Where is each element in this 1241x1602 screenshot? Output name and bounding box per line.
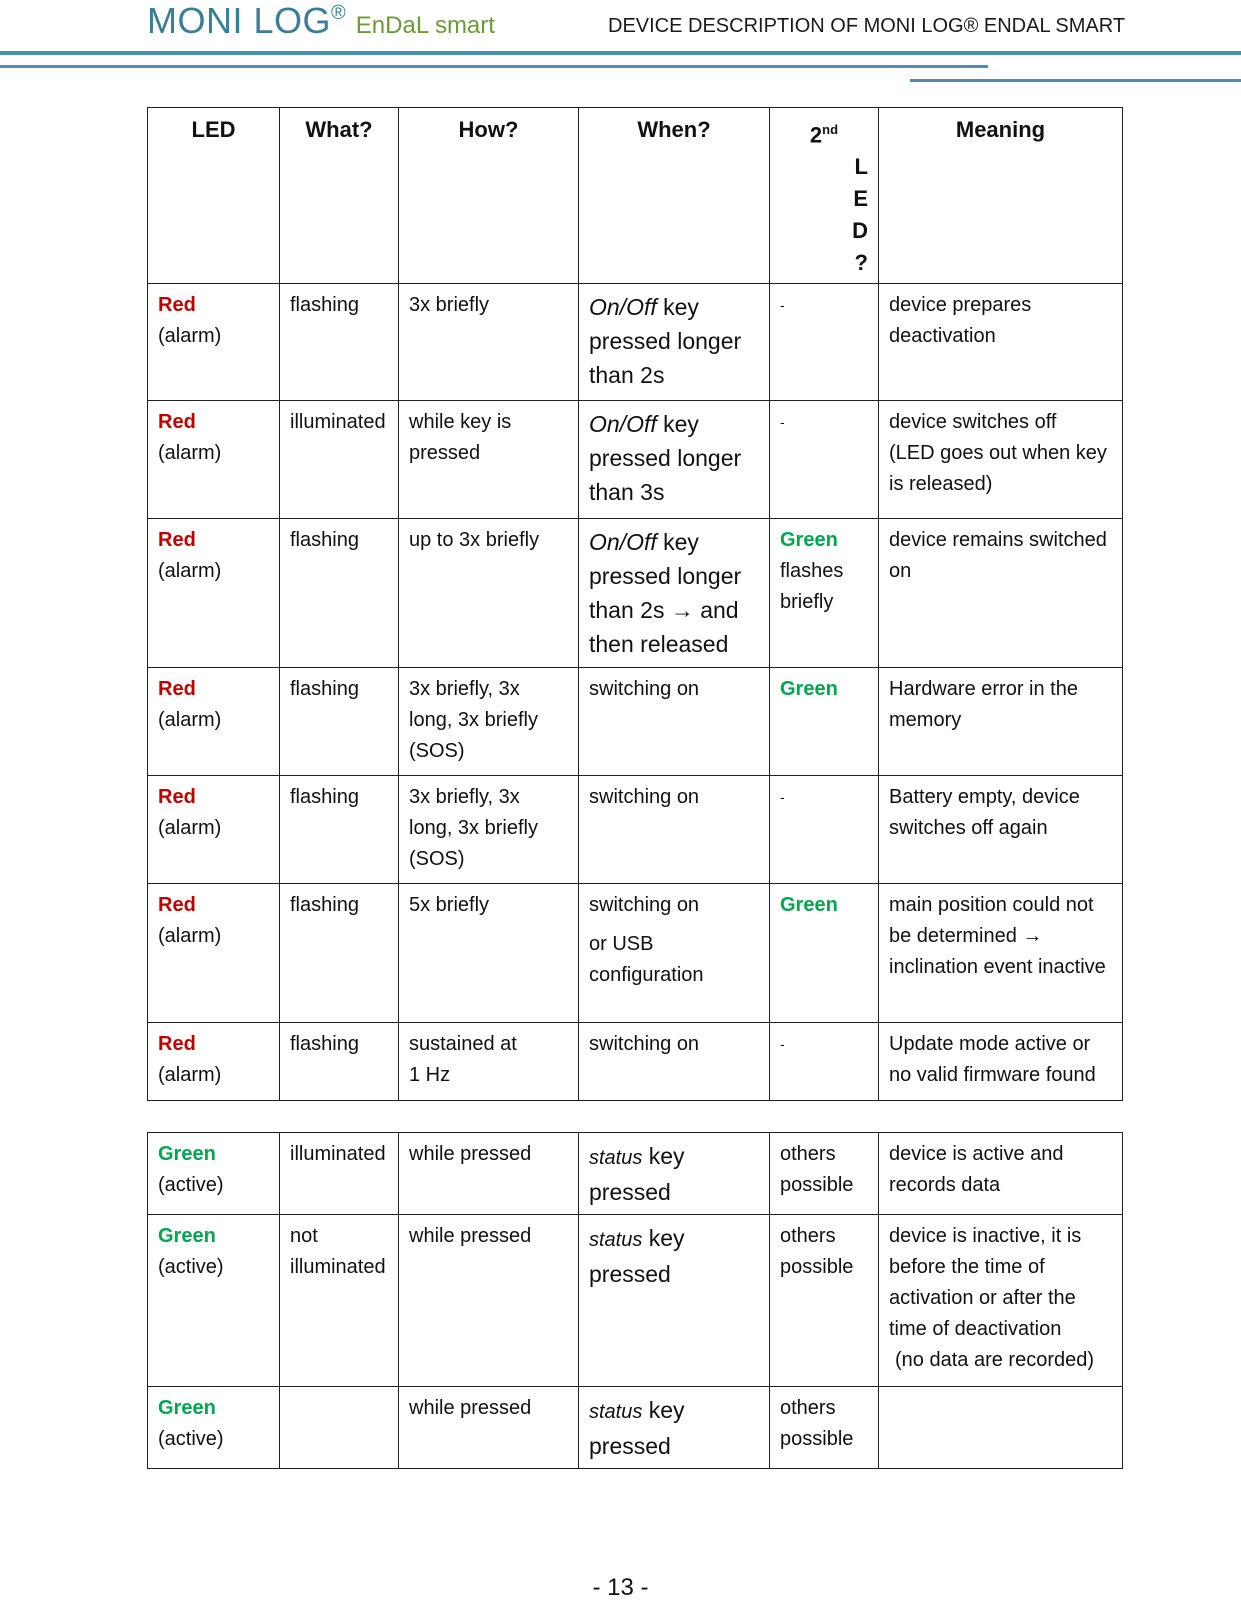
header-second-led-letter: E [853,186,868,212]
led-color: Red [158,786,196,809]
cell-second-led: Green [770,884,879,1023]
cell-meaning [879,1215,1123,1387]
cell-second-led [770,519,879,668]
cell-second-led: - [770,776,879,884]
cell-led [148,884,280,1023]
table-header-row [148,108,1123,284]
cell-second-led: others possible [770,1215,879,1387]
when-text: switching on [589,894,700,917]
logo-registered-mark: ® [331,2,346,24]
led-state: (alarm) [158,709,222,732]
cell-meaning: main position could not be determined → inclination event inactive [879,884,1123,1023]
led-state: (active) [158,1256,224,1278]
cell-how: while pressed [399,1133,579,1215]
key-name: On/Off [589,294,657,321]
cell-how: 3x briefly, 3x long, 3x briefly (SOS) [399,668,579,776]
when-text: key pressed [589,1397,685,1459]
cell-second-led: others possible [770,1387,879,1469]
cell-what [280,1387,399,1469]
key-name: On/Off [589,529,657,556]
key-name: status [589,1401,643,1423]
led-color: Red [158,294,196,317]
meaning-text: device switches off [889,411,1057,434]
cell-led [148,668,280,776]
cell-how: up to 3x briefly [399,519,579,668]
cell-what: flashing [280,884,399,1023]
when-text: key pressed longer than 3s [589,411,742,506]
table-row [148,284,1123,401]
cell-what: flashing [280,1023,399,1101]
product-logo [147,0,495,42]
meaning-note: (no data are recorded) [895,1349,1095,1371]
table-row [148,668,1123,776]
how-text-value: 1 Hz [409,1064,451,1087]
header-second-led-num: 2 [809,122,823,148]
cell-when [579,884,770,1023]
led-color: Red [158,894,196,917]
cell-how: while pressed [399,1215,579,1387]
logo-subtitle: EnDaL smart [355,12,495,39]
table-row [148,1133,1123,1215]
led-color: Green [158,1397,216,1419]
cell-meaning [879,1387,1123,1469]
cell-meaning: device prepares deactivation [879,284,1123,401]
cell-second-led: - [770,401,879,519]
key-name: On/Off [589,411,657,438]
cell-meaning: device is active and records data [879,1133,1123,1215]
led-state: (alarm) [158,325,222,348]
cell-when: switching on [579,668,770,776]
led-color: Red [158,678,196,701]
meaning-text: device is inactive, it is before the time of activation or after the time of deactivation [889,1225,1082,1340]
led-state: (alarm) [158,1064,222,1087]
cell-when [579,1133,770,1215]
cell-when [579,284,770,401]
cell-how: while pressed [399,1387,579,1469]
cell-led [148,401,280,519]
header-when: When? [579,108,770,284]
cell-led [148,1023,280,1101]
led-table-active [147,1132,1123,1469]
header-second-led-letter: ? [854,250,868,276]
header-meaning: Meaning [879,108,1123,284]
led-state: (alarm) [158,442,222,465]
cell-led [148,776,280,884]
second-led-color: Green [780,529,838,552]
cell-meaning: device remains switched on [879,519,1123,668]
cell-how: 5x briefly [399,884,579,1023]
when-text: key pressed [589,1143,685,1205]
led-color: Red [158,411,196,434]
led-color: Red [158,529,196,552]
led-state: (alarm) [158,560,222,583]
cell-second-led: Green [770,668,879,776]
table-row [148,776,1123,884]
cell-what: flashing [280,519,399,668]
cell-second-led: - [770,284,879,401]
led-state: (alarm) [158,817,222,840]
cell-how: 3x briefly, 3x long, 3x briefly (SOS) [399,776,579,884]
second-led-state: flashes briefly [780,560,844,614]
cell-meaning: Battery empty, device switches off again [879,776,1123,884]
cell-when: switching on [579,776,770,884]
cell-when [579,1215,770,1387]
header-second-led-sup: nd [822,122,839,137]
header-what: What? [280,108,399,284]
table-row [148,1023,1123,1101]
header-led: LED [148,108,280,284]
header-second-led-letter: D [852,218,868,244]
cell-when [579,401,770,519]
table-row [148,1215,1123,1387]
cell-when: switching on [579,1023,770,1101]
table-row [148,1387,1123,1469]
header-rule-bottom [910,79,1241,82]
cell-how: while key is pressed [399,401,579,519]
led-table-alarm [147,107,1123,1101]
table-row [148,884,1123,1023]
cell-second-led: others possible [770,1133,879,1215]
cell-what: illuminated [280,401,399,519]
when-text-alt: or USB configuration [589,933,704,987]
cell-led [148,1387,280,1469]
table-row [148,519,1123,668]
cell-what: illuminated [280,1133,399,1215]
cell-what: flashing [280,284,399,401]
cell-second-led: - [770,1023,879,1101]
led-color: Green [158,1143,216,1165]
cell-how: 3x briefly [399,284,579,401]
key-name: status [589,1147,643,1169]
led-state: (active) [158,1174,224,1196]
meaning-note: (LED goes out when key is released) [889,442,1107,496]
document-title: DEVICE DESCRIPTION OF MONI LOG® ENDAL SMART [608,15,1126,37]
how-text: sustained at [409,1033,517,1056]
logo-main: MONI LOG [147,0,332,41]
when-text: key pressed longer than 2s [589,294,742,389]
cell-led [148,519,280,668]
key-name: status [589,1229,643,1251]
cell-led [148,1133,280,1215]
header-rule-middle [0,65,988,68]
cell-meaning [879,401,1123,519]
cell-what: flashing [280,776,399,884]
cell-meaning: Update mode active or no valid firmware found [879,1023,1123,1101]
led-state: (active) [158,1428,224,1450]
header-how: How? [399,108,579,284]
header-second-led [770,108,879,284]
led-color: Green [158,1225,216,1247]
header-second-led-letter: L [854,154,868,180]
cell-what: flashing [280,668,399,776]
page-number: - 13 - [592,1574,649,1601]
header-rule-top [0,51,1241,55]
cell-when [579,1387,770,1469]
cell-led [148,1215,280,1387]
when-text: key pressed [589,1225,685,1287]
led-state: (alarm) [158,925,222,948]
cell-when [579,519,770,668]
when-text: key pressed longer than 2s → and then released [589,529,742,658]
cell-led [148,284,280,401]
led-color: Red [158,1033,196,1056]
cell-meaning: Hardware error in the memory [879,668,1123,776]
table-row [148,401,1123,519]
cell-how [399,1023,579,1101]
cell-what: not illuminated [280,1215,399,1387]
